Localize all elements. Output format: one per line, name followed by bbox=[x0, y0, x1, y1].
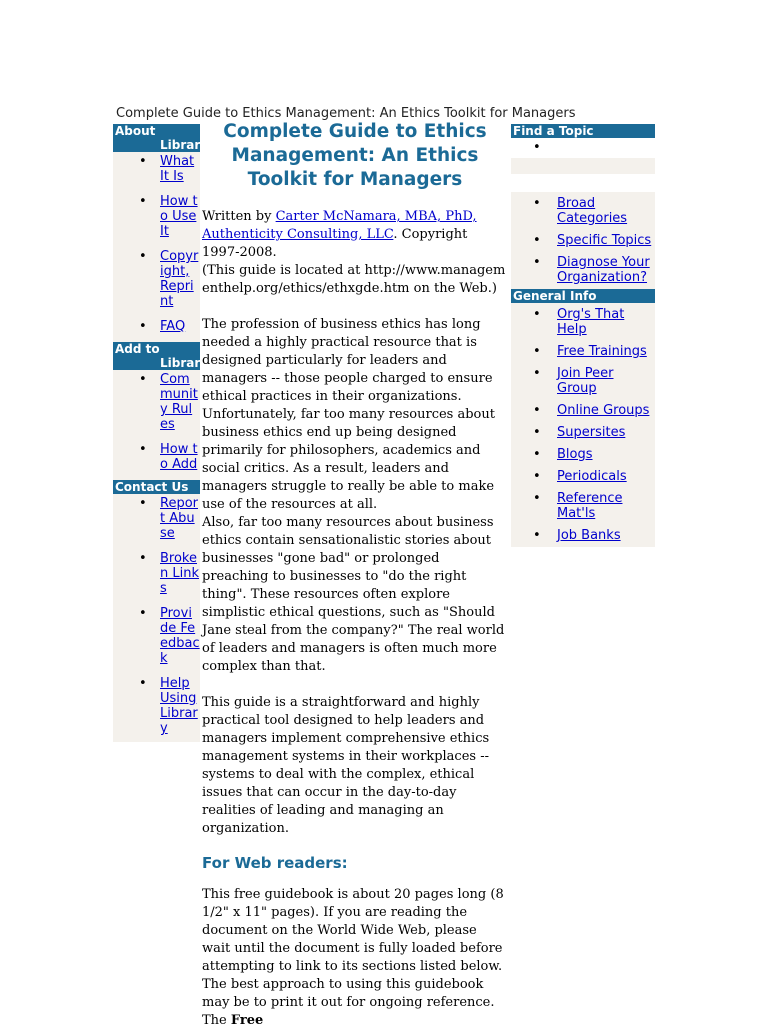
location-note: (This guide is located at http://www.managementhelp.org/ethics/ethxgde.htm on the Web.) bbox=[202, 263, 506, 296]
general-info-block bbox=[511, 303, 655, 547]
online-groups-link[interactable]: Online Groups bbox=[557, 403, 650, 418]
find-topic-list bbox=[511, 192, 655, 289]
list-item bbox=[113, 442, 200, 472]
intro-paragraph-1: The profession of business ethics has long needed a highly practical resource that is designed particularly for leaders and managers -- those people charged to ensure ethical practices in their organizations. Unfortunately, far too many resources about business ethics end up being designed primarily for philosophers, academics and social critics. As a result, leaders and managers struggle to really be able to make use of the resources at all. bbox=[202, 317, 495, 512]
list-item bbox=[113, 372, 200, 432]
list-item bbox=[511, 233, 655, 248]
contact-us-list bbox=[113, 494, 200, 742]
list-item bbox=[113, 551, 200, 596]
blogs-link[interactable]: Blogs bbox=[557, 447, 593, 462]
list-item bbox=[511, 491, 655, 521]
search-spacer bbox=[511, 158, 655, 174]
specific-topics-link[interactable]: Specific Topics bbox=[557, 233, 652, 248]
document-header: Complete Guide to Ethics Management: An Ethics Toolkit for Managers bbox=[116, 106, 576, 121]
web-readers-heading: For Web readers: bbox=[202, 854, 348, 872]
add-heading-line1: Add to bbox=[115, 342, 160, 356]
bullet-icon: • bbox=[533, 140, 541, 155]
copyright-text: . Copyright 1997-2008. bbox=[202, 227, 468, 260]
add-to-library-list bbox=[113, 370, 200, 480]
find-topic-heading: Find a Topic bbox=[511, 124, 655, 138]
how-to-add-link[interactable]: How to Add bbox=[160, 442, 198, 472]
list-item bbox=[113, 154, 200, 184]
web-readers-text: This free guidebook is about 20 pages long (8 1/2" x 11" pages). If you are reading the document on the World Wide Web, please wait until the document is fully loaded before attempting to link to its sections listed below. The best approach to using this guidebook may be to print it out for ongoing reference. The bbox=[202, 887, 504, 1028]
list-item bbox=[511, 528, 655, 543]
what-it-is-link[interactable]: What It Is bbox=[160, 154, 195, 184]
about-heading-line1: About bbox=[115, 124, 156, 138]
list-item bbox=[113, 496, 200, 541]
free-trainings-link[interactable]: Free Trainings bbox=[557, 344, 647, 359]
list-item bbox=[511, 447, 655, 462]
about-library-heading bbox=[113, 124, 209, 152]
list-item bbox=[511, 403, 655, 418]
faq-link[interactable]: FAQ bbox=[160, 319, 186, 334]
community-rules-link[interactable]: Community Rules bbox=[160, 372, 198, 432]
broken-links-link[interactable]: Broken Links bbox=[160, 551, 199, 596]
contact-us-heading bbox=[113, 480, 200, 494]
right-sidebar bbox=[511, 124, 655, 547]
broad-categories-link[interactable]: Broad Categories bbox=[557, 196, 628, 226]
main-content bbox=[202, 120, 508, 1030]
author-link[interactable]: Carter McNamara, MBA, PhD, Authenticity Consulting, LLC bbox=[202, 209, 477, 242]
about-library-list bbox=[113, 152, 200, 342]
job-banks-link[interactable]: Job Banks bbox=[557, 528, 621, 543]
byline bbox=[202, 208, 508, 262]
join-peer-group-link[interactable]: Join Peer Group bbox=[557, 366, 614, 396]
intro-paragraph-2: Also, far too many resources about business ethics contain sensationalistic stories about businesses "gone bad" or prolonged preaching to businesses to "do the right thing". These resources often explore simplistic ethical questions, such as "Should Jane steal from the company?" The real world of leaders and managers is often much more complex than that. bbox=[202, 515, 505, 674]
list-item bbox=[511, 344, 655, 359]
list-item bbox=[511, 255, 655, 285]
periodicals-link[interactable]: Periodicals bbox=[557, 469, 627, 484]
add-heading-line2: Library bbox=[160, 356, 209, 370]
contact-heading-line1: Contact Us bbox=[115, 480, 189, 494]
intro-paragraph-3: This guide is a straightforward and highly practical tool designed to help leaders and managers implement comprehensive ethics management systems in their workplaces -- systems to deal with the complex, ethical issues that can occur in the day-to-day realities of leading and managing an organization. bbox=[202, 695, 490, 836]
list-item bbox=[511, 366, 655, 396]
list-item bbox=[511, 469, 655, 484]
left-sidebar bbox=[113, 124, 209, 742]
byline-prefix: Written by bbox=[202, 209, 276, 224]
about-heading-line2: Library bbox=[160, 138, 209, 152]
list-item bbox=[511, 307, 655, 337]
copyright-reprint-link[interactable]: Copyright, Reprint bbox=[160, 249, 199, 309]
list-item bbox=[511, 196, 655, 226]
empty-topic-row bbox=[511, 138, 655, 158]
diagnose-organization-link[interactable]: Diagnose Your Organization? bbox=[557, 255, 650, 285]
list-item bbox=[113, 606, 200, 666]
orgs-that-help-link[interactable]: Org's That Help bbox=[557, 307, 625, 337]
add-to-library-heading bbox=[113, 342, 209, 370]
page-title: Complete Guide to Ethics Management: An Ethics Toolkit for Managers bbox=[223, 121, 487, 190]
how-to-use-it-link[interactable]: How to Use It bbox=[160, 194, 198, 239]
free-bold-text: Free bbox=[230, 1013, 264, 1028]
help-using-library-link[interactable]: Help Using Library bbox=[160, 676, 198, 736]
list-item bbox=[113, 194, 200, 239]
report-abuse-link[interactable]: Report Abuse bbox=[160, 496, 198, 541]
list-item bbox=[511, 425, 655, 440]
find-topic-block bbox=[511, 192, 655, 289]
general-info-heading: General Info bbox=[511, 289, 655, 303]
general-info-list bbox=[511, 303, 655, 547]
provide-feedback-link[interactable]: Provide Feedback bbox=[160, 606, 200, 666]
list-item bbox=[113, 676, 200, 736]
web-readers-paragraph bbox=[202, 886, 508, 1030]
supersites-link[interactable]: Supersites bbox=[557, 425, 626, 440]
list-item bbox=[113, 319, 200, 334]
reference-materials-link[interactable]: Reference Mat'ls bbox=[557, 491, 623, 521]
list-item bbox=[113, 249, 200, 309]
